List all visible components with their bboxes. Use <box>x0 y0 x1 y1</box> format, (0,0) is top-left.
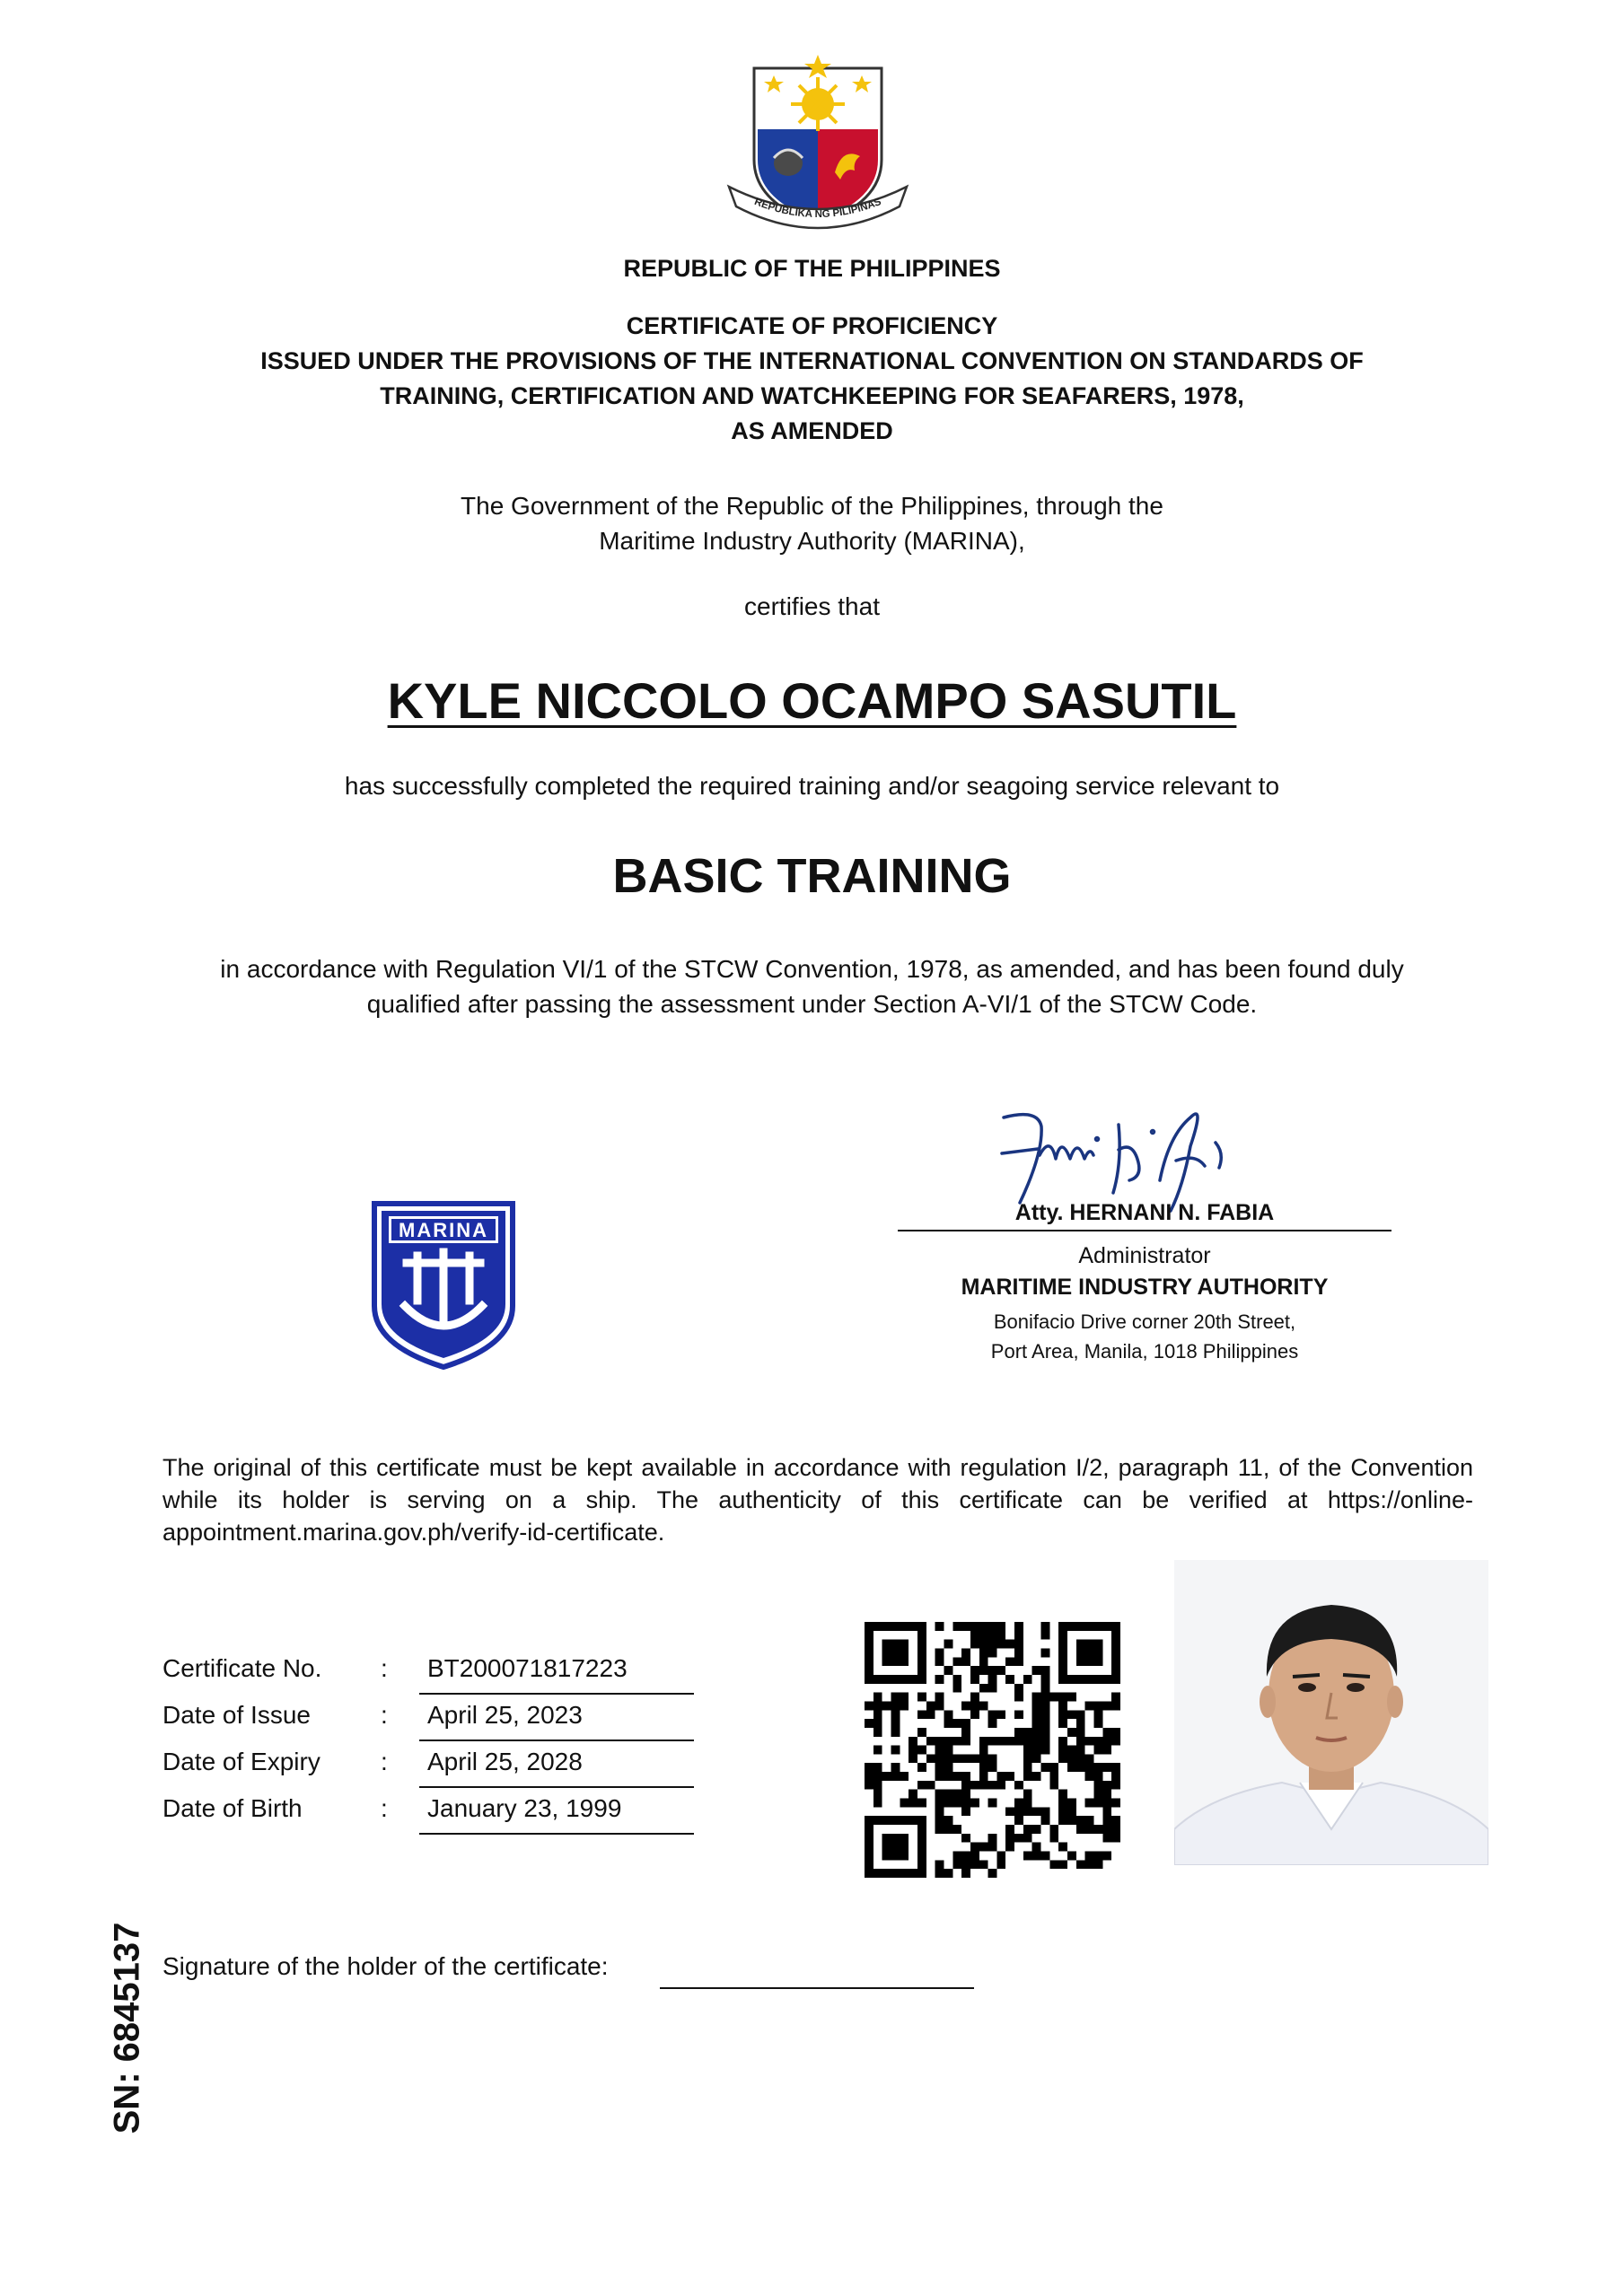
issuer-line: The Government of the Republic of the Philippines, through the <box>461 492 1163 520</box>
certificate-title <box>0 309 1624 449</box>
holder-name: KYLE NICCOLO OCAMPO SASUTIL <box>387 672 1237 729</box>
authenticity-notice: The original of this certificate must be kept available in accordance with regulation I/2, paragraph 11, of the Convention while its holder is serving on a ship. The authenticity of this certificate can be verified at https://online-appointment.marina.gov.ph/verify-id-certificate. <box>162 1454 1473 1546</box>
detail-label: Date of Expiry <box>162 1748 320 1775</box>
date-of-expiry: April 25, 2028 <box>427 1748 583 1775</box>
detail-underline <box>419 1786 694 1788</box>
regulation-line: in accordance with Regulation VI/1 of the STCW Convention, 1978, as amended, and has been found duly <box>220 955 1404 983</box>
detail-label: Certificate No. <box>162 1654 322 1682</box>
signatory-organization: MARITIME INDUSTRY AUTHORITY <box>961 1275 1329 1300</box>
signatory-title: Administrator <box>1078 1243 1211 1268</box>
issuer-line: Maritime Industry Authority (MARINA), <box>599 527 1025 555</box>
holder-signature-line <box>660 1987 974 1989</box>
address-line: Bonifacio Drive corner 20th Street, <box>993 1310 1296 1333</box>
date-of-birth: January 23, 1999 <box>427 1794 622 1822</box>
completion-statement: has successfully completed the required training and/or seagoing service relevant to <box>344 772 1280 800</box>
certificate-title-line: CERTIFICATE OF PROFICIENCY <box>626 312 998 339</box>
course-title: BASIC TRAINING <box>612 849 1012 903</box>
regulation-line: qualified after passing the assessment under Section A-VI/1 of the STCW Code. <box>366 990 1258 1018</box>
verification-qr-code <box>865 1622 1120 1878</box>
detail-underline <box>419 1693 694 1695</box>
administrator-signature <box>984 1100 1253 1216</box>
detail-colon: : <box>381 1794 388 1822</box>
seal-ribbon-text: REPUBLIKA NG PILIPINAS <box>752 196 883 221</box>
detail-underline <box>419 1833 694 1835</box>
certifies-text: certifies that <box>744 592 880 620</box>
holder-photo <box>1174 1560 1488 1865</box>
detail-colon: : <box>381 1701 388 1729</box>
regulation-statement <box>0 951 1624 1021</box>
holder-signature-label: Signature of the holder of the certificate: <box>162 1952 609 1980</box>
marina-logo-text: MARINA <box>399 1219 488 1241</box>
philippine-coat-of-arms-seal <box>720 52 916 250</box>
signatory-address <box>898 1307 1391 1366</box>
country-heading: REPUBLIC OF THE PHILIPPINES <box>623 255 1001 282</box>
detail-label: Date of Birth <box>162 1794 303 1822</box>
certificate-number: BT200071817223 <box>427 1654 628 1682</box>
signatory-name: Atty. HERNANI N. FABIA <box>1014 1200 1275 1225</box>
serial-number: SN: 6845137 <box>107 1922 147 2134</box>
address-line: Port Area, Manila, 1018 Philippines <box>990 1340 1299 1363</box>
certificate-title-line: AS AMENDED <box>731 417 893 444</box>
detail-colon: : <box>381 1654 388 1682</box>
detail-label: Date of Issue <box>162 1701 311 1729</box>
signature-line <box>898 1230 1391 1231</box>
detail-colon: : <box>381 1748 388 1775</box>
marina-logo <box>371 1200 516 1371</box>
detail-underline <box>419 1740 694 1741</box>
date-of-issue: April 25, 2023 <box>427 1701 583 1729</box>
issuer-statement <box>0 488 1624 558</box>
certificate-title-line: ISSUED UNDER THE PROVISIONS OF THE INTERNATIONAL CONVENTION ON STANDARDS OF <box>260 347 1364 374</box>
certificate-title-line: TRAINING, CERTIFICATION AND WATCHKEEPING FOR SEAFARERS, 1978, <box>380 382 1244 409</box>
